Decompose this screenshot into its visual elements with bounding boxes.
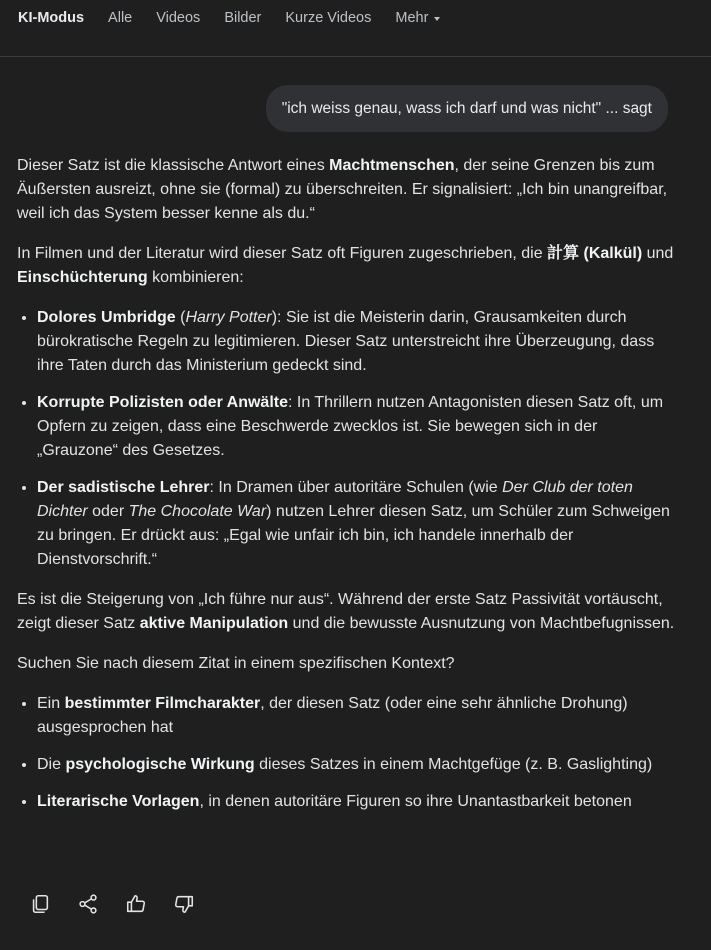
text-span: und die bewusste Ausnutzung von Machtbefugnissen.	[288, 615, 675, 632]
bold-term: aktive Manipulation	[139, 615, 289, 632]
text-span: dieses Satzes in einem Machtgefüge (z. B. Gaslighting)	[254, 756, 653, 773]
list-item	[37, 753, 675, 777]
text-span: ): Sie ist die Meisterin darin, Grausamkeiten durch bürokratische Regeln zu legitimieren. Dieser Satz unterstreicht ihre Überzeugung, dass ihre Taten durch das Ministerium gedeckt sind.	[37, 309, 655, 374]
top-navigation-bar	[0, 0, 711, 57]
thumbs-down-icon	[173, 893, 195, 915]
text-span: Ein	[37, 695, 65, 712]
text-span: Die	[37, 756, 66, 773]
text-span: In Filmen und der Literatur wird dieser Satz oft Figuren zugeschrieben, die	[17, 245, 548, 262]
bold-term: bestimmter Filmcharakter	[64, 695, 261, 712]
tab-mehr-label: Mehr	[395, 10, 429, 26]
tab-ki-modus[interactable]: KI-Modus	[18, 10, 85, 26]
answer-paragraph-3	[17, 588, 675, 636]
ai-answer	[17, 154, 675, 830]
bold-term: psychologische Wirkung	[65, 756, 255, 773]
text-span: , der seine Grenzen bis zum Äußersten ausreizt, ohne sie (formal) zu überschreiten. Er signalisiert: „Ich bin unangreifbar, weil ich das System besser kenne als du.“	[17, 157, 668, 222]
list-item	[37, 692, 675, 740]
text-span: und	[642, 245, 674, 262]
list-item	[37, 391, 675, 463]
text-span: ) nutzen Lehrer diesen Satz, um Schüler zum Schweigen zu bringen. Er drückt aus: „Egal wie unfair ich bin, ich handele innerhalb der Dienstvorschrift.“	[37, 503, 670, 568]
answer-paragraph-1	[17, 154, 675, 226]
bold-term: Korrupte Polizisten oder Anwälte	[37, 394, 288, 411]
bold-term: Machtmenschen	[329, 157, 455, 174]
thumbs-up-icon	[125, 893, 147, 915]
italic-title: The Chocolate War	[128, 503, 267, 520]
italic-title: Harry Potter	[185, 309, 272, 326]
answer-paragraph-4: Suchen Sie nach diesem Zitat in einem spezifischen Kontext?	[17, 655, 455, 672]
bold-term: Einschüchterung	[17, 269, 148, 286]
answer-paragraph-2	[17, 242, 675, 290]
tab-videos[interactable]: Videos	[156, 10, 201, 26]
bold-term: Literarische Vorlagen	[37, 793, 200, 810]
text-span: oder	[87, 503, 129, 520]
text-span: , in denen autoritäre Figuren so ihre Unantastbarkeit betonen	[199, 793, 632, 810]
text-span: : In Thrillern nutzen Antagonisten diesen Satz oft, um Opfern zu zeigen, dass eine Beschwerde zwecklos ist. Sie bewegen sich in der „Grauzone“ des Gesetzes.	[37, 394, 664, 459]
answer-actions	[28, 892, 220, 916]
list-item	[37, 476, 675, 572]
text-span: (	[175, 309, 186, 326]
caret-down-icon	[434, 17, 440, 21]
search-tabs	[18, 10, 464, 26]
followup-list	[17, 692, 675, 814]
copy-icon	[29, 893, 51, 915]
bold-term: Der sadistische Lehrer	[37, 479, 210, 496]
text-span: , der diesen Satz (oder eine sehr ähnliche Drohung) ausgesprochen hat	[37, 695, 628, 736]
copy-button[interactable]	[28, 892, 52, 916]
list-item	[37, 790, 675, 814]
text-span: Es ist die Steigerung von „Ich führe nur aus“. Während der erste Satz Passivität vortäuscht, zeigt dieser Satz	[17, 591, 663, 632]
text-span: : In Dramen über autoritäre Schulen (wie	[209, 479, 503, 496]
character-list	[17, 306, 675, 572]
tab-alle[interactable]: Alle	[108, 10, 133, 26]
thumbs-up-button[interactable]	[124, 892, 148, 916]
tab-bilder[interactable]: Bilder	[224, 10, 262, 26]
share-icon	[77, 893, 99, 915]
bold-term: 計算 (Kalkül)	[547, 245, 643, 262]
thumbs-down-button[interactable]	[172, 892, 196, 916]
tab-mehr[interactable]	[395, 10, 440, 26]
share-button[interactable]	[76, 892, 100, 916]
user-query-text: "ich weiss genau, wass ich darf und was nicht" ... sagt	[281, 99, 652, 117]
user-query-bubble	[266, 85, 668, 132]
italic-title: Der Club der toten Dichter	[37, 479, 633, 520]
text-span: kombinieren:	[147, 269, 244, 286]
bold-term: Dolores Umbridge	[37, 309, 176, 326]
list-item	[37, 306, 675, 378]
text-span: Dieser Satz ist die klassische Antwort eines	[17, 157, 330, 174]
tab-kurze-videos[interactable]: Kurze Videos	[285, 10, 372, 26]
